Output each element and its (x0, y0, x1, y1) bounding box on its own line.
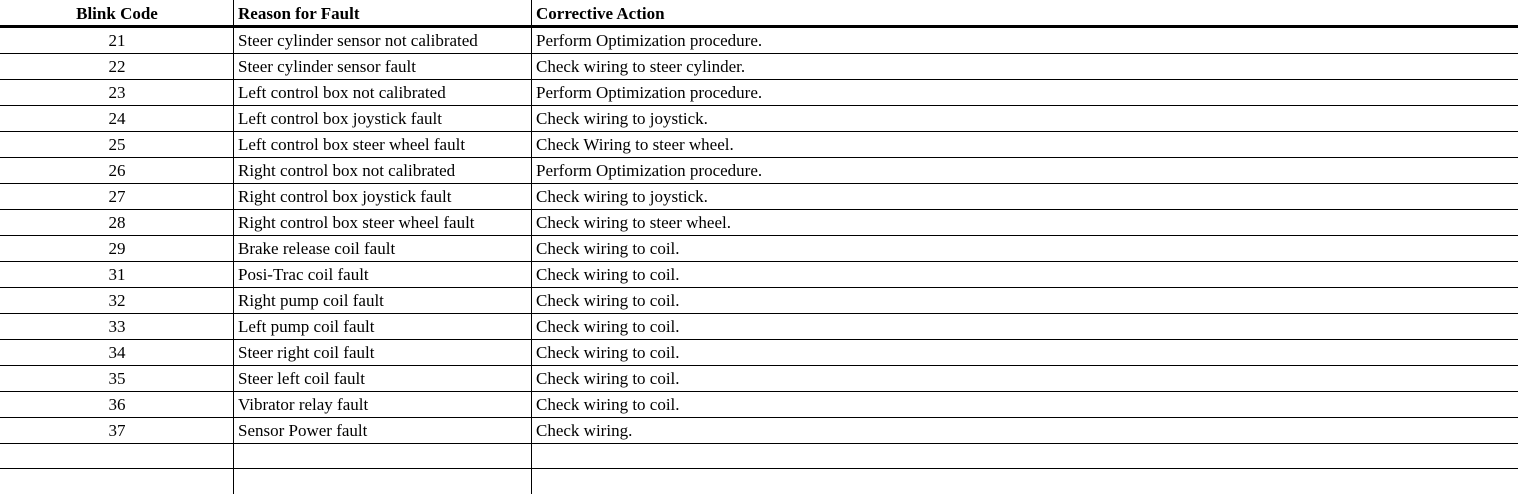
row-divider (0, 443, 1518, 444)
action-cell: Perform Optimization procedure. (536, 83, 763, 102)
reason-cell: Posi-Trac coil fault (238, 265, 369, 284)
row-divider (0, 183, 1518, 184)
reason-cell: Left control box steer wheel fault (238, 135, 466, 154)
reason-cell: Left control box joystick fault (238, 109, 442, 128)
reason-cell: Sensor Power fault (238, 421, 368, 440)
row-divider (0, 365, 1518, 366)
action-cell: Perform Optimization procedure. (536, 31, 763, 50)
row-divider (0, 157, 1518, 158)
blink-code-cell: 21 (108, 31, 126, 50)
blink-code-cell: 22 (108, 57, 126, 76)
action-cell: Check wiring. (536, 421, 633, 440)
table-row (0, 314, 1518, 340)
row-divider (0, 313, 1518, 314)
action-cell: Perform Optimization procedure. (536, 161, 763, 180)
row-divider (0, 417, 1518, 418)
action-cell: Check wiring to coil. (536, 369, 680, 388)
table-row (0, 28, 1518, 54)
table-row (0, 158, 1518, 184)
reason-cell: Right control box joystick fault (238, 187, 452, 206)
header-divider (0, 25, 1518, 28)
header-reason: Reason for Fault (238, 4, 360, 23)
action-cell: Check Wiring to steer wheel. (536, 135, 734, 154)
reason-cell: Right pump coil fault (238, 291, 384, 310)
reason-cell: Left control box not calibrated (238, 83, 446, 102)
row-divider (0, 391, 1518, 392)
reason-cell: Steer cylinder sensor fault (238, 57, 416, 76)
action-cell: Check wiring to steer wheel. (536, 213, 731, 232)
blink-code-cell: 28 (108, 213, 126, 232)
table-row (0, 288, 1518, 314)
blink-code-cell: 37 (108, 421, 126, 440)
table-row (0, 210, 1518, 236)
row-divider (0, 287, 1518, 288)
action-cell: Check wiring to coil. (536, 265, 680, 284)
blink-code-cell: 34 (108, 343, 126, 362)
blink-code-cell: 29 (108, 239, 126, 258)
blink-code-cell: 32 (108, 291, 126, 310)
reason-cell: Right control box steer wheel fault (238, 213, 475, 232)
reason-cell: Left pump coil fault (238, 317, 375, 336)
table-row (0, 418, 1518, 444)
table-row (0, 132, 1518, 158)
row-divider (0, 79, 1518, 80)
column-divider (233, 0, 234, 494)
header-action: Corrective Action (536, 4, 665, 23)
reason-cell: Steer cylinder sensor not calibrated (238, 31, 478, 50)
action-cell: Check wiring to coil. (536, 317, 680, 336)
row-divider (0, 235, 1518, 236)
action-cell: Check wiring to coil. (536, 291, 680, 310)
action-cell: Check wiring to joystick. (536, 187, 708, 206)
reason-cell: Steer left coil fault (238, 369, 365, 388)
action-cell: Check wiring to steer cylinder. (536, 57, 746, 76)
header-blink-code: Blink Code (76, 4, 158, 23)
blink-code-cell: 33 (108, 317, 126, 336)
table-row (0, 236, 1518, 262)
row-divider (0, 53, 1518, 54)
blink-code-cell: 23 (108, 83, 126, 102)
blink-code-cell: 36 (108, 395, 126, 414)
blink-code-cell: 24 (108, 109, 126, 128)
blink-code-cell: 25 (108, 135, 126, 154)
reason-cell: Brake release coil fault (238, 239, 396, 258)
table-row (0, 392, 1518, 418)
table-row (0, 54, 1518, 80)
table-row (0, 340, 1518, 366)
action-cell: Check wiring to coil. (536, 239, 680, 258)
blink-code-cell: 35 (108, 369, 126, 388)
blink-code-cell: 26 (108, 161, 126, 180)
row-divider (0, 105, 1518, 106)
row-divider (0, 131, 1518, 132)
reason-cell: Right control box not calibrated (238, 161, 456, 180)
action-cell: Check wiring to coil. (536, 395, 680, 414)
reason-cell: Vibrator relay fault (238, 395, 369, 414)
reason-cell: Steer right coil fault (238, 343, 375, 362)
action-cell: Check wiring to joystick. (536, 109, 708, 128)
action-cell: Check wiring to coil. (536, 343, 680, 362)
blink-code-cell: 31 (108, 265, 126, 284)
table-row (0, 366, 1518, 392)
column-divider (531, 0, 532, 494)
row-divider (0, 339, 1518, 340)
row-divider (0, 261, 1518, 262)
row-divider (0, 209, 1518, 210)
table-row (0, 80, 1518, 106)
blink-code-cell: 27 (108, 187, 126, 206)
table-row (0, 262, 1518, 288)
table-row (0, 106, 1518, 132)
row-divider (0, 468, 1518, 469)
table-row (0, 184, 1518, 210)
header-row (0, 1, 1518, 27)
